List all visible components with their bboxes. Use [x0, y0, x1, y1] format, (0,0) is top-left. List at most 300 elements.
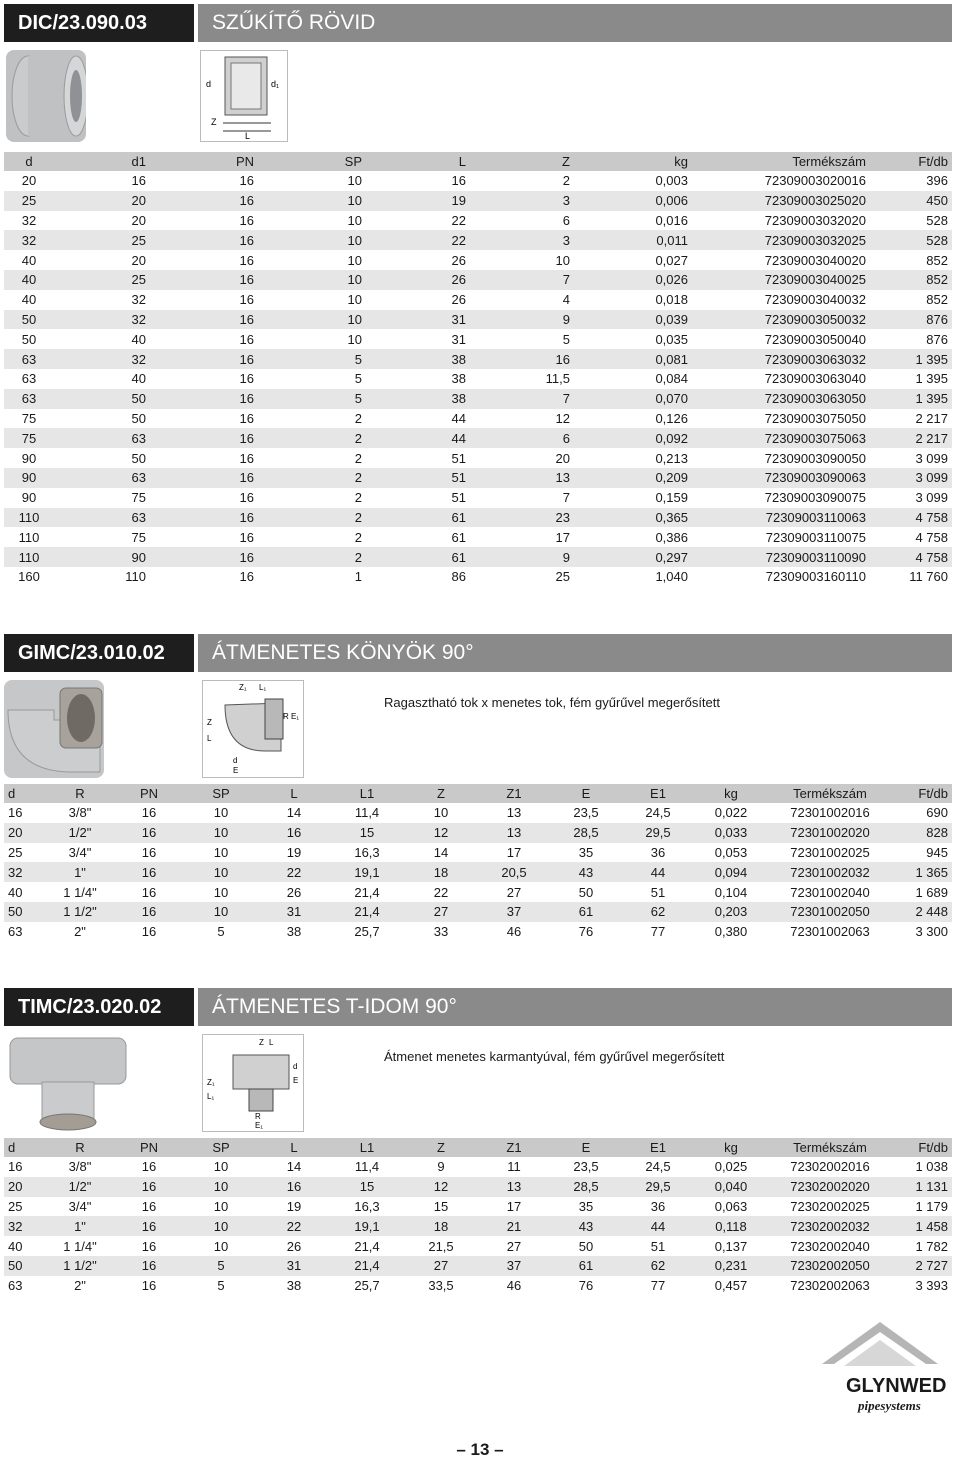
drawing-label: Z₁	[207, 1078, 215, 1087]
table-cell: 16	[470, 349, 574, 369]
table-cell: 11 760	[909, 569, 948, 585]
table-cell: 2	[258, 468, 366, 488]
table-cell: 29,5	[622, 1177, 694, 1197]
table-row	[4, 1157, 952, 1177]
table-cell: 61	[366, 508, 470, 528]
table-cell: 22	[433, 884, 449, 900]
table-row	[4, 389, 952, 409]
table-cell: 21	[478, 1216, 550, 1236]
table-cell: 16	[114, 1177, 184, 1197]
table-cell: 9	[437, 1159, 445, 1175]
table-cell: 0,039	[574, 310, 692, 330]
drawing-label: Z₁	[239, 683, 247, 692]
table-cell: 44	[366, 428, 470, 448]
product-title: ÁTMENETES KÖNYÖK 90°	[198, 634, 952, 672]
table-cell: 3 393	[915, 1278, 948, 1294]
table-cell: 9	[470, 547, 574, 567]
column-header: d1	[54, 152, 150, 171]
table-cell: 29,5	[622, 823, 694, 843]
table-cell: 21,4	[330, 902, 404, 922]
table-cell: 19,1	[330, 1216, 404, 1236]
table-cell: 1 1/2"	[46, 1256, 114, 1276]
table-row	[4, 428, 952, 448]
table-cell: 14	[286, 805, 302, 821]
table-cell: 11,4	[354, 805, 380, 821]
table-cell: 0,365	[574, 508, 692, 528]
table-cell: 1	[354, 569, 362, 585]
table-cell: 7	[470, 270, 574, 290]
table-cell: 26	[451, 292, 466, 308]
table-cell: 22	[258, 1216, 330, 1236]
table-cell: 63	[54, 428, 150, 448]
table-row	[4, 547, 952, 567]
table-cell: 0,033	[694, 823, 768, 843]
table-cell: 10	[433, 805, 449, 821]
table-row	[4, 1256, 952, 1276]
table-cell: 38	[286, 1278, 302, 1294]
table-cell: 0,018	[655, 292, 688, 308]
page-number: – 13 –	[456, 1440, 504, 1459]
drawing-label: E	[233, 766, 239, 775]
table-cell: 16	[239, 371, 254, 387]
table-cell: 852	[926, 252, 948, 268]
table-cell: 21,4	[354, 1238, 380, 1254]
table-cell: 4	[562, 292, 570, 308]
table-cell: 16	[150, 349, 258, 369]
table-cell: 10	[347, 331, 362, 347]
table-cell: 16	[239, 410, 254, 426]
table-cell: 3 099	[915, 450, 948, 466]
table-cell: 828	[892, 823, 952, 843]
table-cell: 72309003032020	[764, 212, 866, 228]
table-cell: 12	[555, 410, 570, 426]
table-cell: 63	[4, 389, 54, 409]
table-cell: 0,027	[655, 252, 688, 268]
table-cell: 2	[354, 410, 362, 426]
table-cell: 72302002050	[768, 1256, 892, 1276]
table-cell: 4 758	[870, 508, 952, 528]
table-cell: 1/2"	[46, 1177, 114, 1197]
table-cell: 86	[451, 569, 466, 585]
column-header: PN	[150, 152, 258, 171]
table-row	[4, 211, 952, 231]
table-cell: 16	[451, 173, 466, 189]
table-cell: 72309003090050	[764, 450, 866, 466]
column-header: R	[46, 784, 114, 803]
table-cell: 16	[141, 1198, 157, 1214]
product-description: Átmenet menetes karmantyúval, fém gyűrűvel megerősített	[384, 1049, 725, 1064]
table-cell: 16	[150, 547, 258, 567]
table-cell: 13	[470, 468, 574, 488]
table-cell: 13	[478, 823, 550, 843]
table-cell: 72302002063	[790, 1278, 870, 1294]
table-cell: 3/4"	[68, 844, 92, 860]
table-cell: 18	[404, 862, 478, 882]
table-cell: 5	[562, 331, 570, 347]
table-cell: 40	[131, 371, 146, 387]
table-cell: 10	[213, 805, 229, 821]
table-cell: 35	[578, 1198, 594, 1214]
drawing-label: d	[206, 79, 212, 89]
table-cell: 32	[131, 292, 146, 308]
table-cell: 0,025	[714, 1159, 748, 1175]
table-cell: 16	[114, 902, 184, 922]
table-row	[4, 1216, 952, 1236]
drawing-label: L	[269, 1038, 274, 1047]
table-cell: 2 217	[870, 428, 952, 448]
column-header: kg	[574, 152, 692, 171]
table-cell: 15	[433, 1198, 449, 1214]
table-cell: 10	[258, 230, 366, 250]
drawing-label: R	[255, 1112, 261, 1121]
table-cell: 77	[650, 924, 666, 940]
table-cell: 44	[622, 862, 694, 882]
table-cell: 16	[141, 1278, 157, 1294]
table-cell: 10	[184, 1216, 258, 1236]
table-cell: 10	[213, 1159, 229, 1175]
table-cell: 16	[150, 310, 258, 330]
table-cell: 32	[54, 349, 150, 369]
table-cell: 0,063	[714, 1198, 748, 1214]
table-cell: 19	[286, 844, 302, 860]
table-cell: 72309003075063	[692, 428, 870, 448]
table-cell: 4 758	[870, 547, 952, 567]
table-cell: 72309003050032	[692, 310, 870, 330]
table-cell: 16	[150, 389, 258, 409]
table-row	[4, 527, 952, 547]
table-row	[4, 171, 952, 191]
column-header: Z1	[478, 1138, 550, 1157]
table-cell: 10	[213, 1198, 229, 1214]
table-cell: 51	[650, 884, 666, 900]
table-cell: 0,386	[655, 529, 688, 545]
table-cell: 0,297	[574, 547, 692, 567]
table-cell: 76	[578, 924, 594, 940]
table-cell: 17	[506, 1198, 522, 1214]
table-cell: 10	[555, 252, 570, 268]
drawing-label: Z	[211, 117, 217, 127]
table-cell: 19	[286, 1198, 302, 1214]
column-header: d	[4, 1138, 46, 1157]
table-cell: 72302002040	[790, 1238, 870, 1254]
column-header: E1	[622, 1138, 694, 1157]
table-cell: 0,159	[655, 490, 688, 506]
section-header-2	[4, 634, 952, 672]
table-cell: 72301002050	[768, 902, 892, 922]
column-header: SP	[258, 152, 366, 171]
table-cell: 75	[131, 490, 146, 506]
table-cell: 61	[451, 529, 466, 545]
table-cell: 72301002016	[790, 805, 870, 821]
table-cell: 1 395	[870, 349, 952, 369]
column-header: L1	[330, 1138, 404, 1157]
table-cell: 40	[131, 331, 146, 347]
table-cell: 10	[184, 862, 258, 882]
table-cell: 40	[8, 884, 23, 900]
table-cell: 72301002025	[790, 844, 870, 860]
table-cell: 75	[131, 529, 146, 545]
table-cell: 20,5	[478, 862, 550, 882]
table-cell: 46	[506, 1278, 522, 1294]
table-cell: 876	[926, 331, 948, 347]
table-cell: 1 038	[915, 1159, 948, 1175]
table-cell: 72309003110063	[692, 508, 870, 528]
table-cell: 36	[650, 844, 666, 860]
column-header: Z	[404, 1138, 478, 1157]
table-cell: 2	[258, 547, 366, 567]
spec-table-1	[4, 152, 952, 587]
table-cell: 450	[870, 191, 952, 211]
column-header: kg	[694, 1138, 768, 1157]
table-cell: 22	[366, 230, 470, 250]
table-cell: 20	[21, 173, 37, 189]
table-row	[4, 230, 952, 250]
table-cell: 43	[550, 862, 622, 882]
table-cell: 46	[506, 924, 522, 940]
table-cell: 51	[366, 468, 470, 488]
drawing-label: Z	[207, 718, 212, 727]
table-cell: 1 1/4"	[63, 884, 97, 900]
table-row	[4, 270, 952, 290]
table-cell: 72309003063050	[692, 389, 870, 409]
technical-drawing-reducer	[200, 50, 288, 142]
table-cell: 36	[650, 1198, 666, 1214]
table-cell: 50	[131, 450, 146, 466]
table-cell: 72309003090063	[692, 468, 870, 488]
table-cell: 20	[131, 252, 146, 268]
table-cell: 15	[330, 1177, 404, 1197]
table-cell: 12	[404, 1177, 478, 1197]
table-cell: 2 217	[915, 410, 948, 426]
table-row	[4, 508, 952, 528]
table-cell: 2	[354, 490, 362, 506]
table-cell: 0,380	[714, 924, 748, 940]
table-cell: 62	[622, 902, 694, 922]
table-cell: 2	[258, 508, 366, 528]
table-cell: 90	[21, 490, 37, 506]
product-photo-reducer	[6, 50, 86, 142]
table-cell: 16	[239, 173, 254, 189]
table-row	[4, 1197, 952, 1217]
table-cell: 27	[404, 902, 478, 922]
table-cell: 28,5	[550, 1177, 622, 1197]
table-cell: 10	[213, 1238, 229, 1254]
table-cell: 1 131	[892, 1177, 952, 1197]
table-cell: 38	[366, 389, 470, 409]
table-cell: 20	[54, 191, 150, 211]
table-cell: 14	[433, 844, 449, 860]
table-cell: 20	[4, 1177, 46, 1197]
table-cell: 38	[451, 371, 466, 387]
table-row	[4, 349, 952, 369]
table-cell: 0,035	[655, 331, 688, 347]
table-cell: 3 300	[915, 924, 948, 940]
drawing-label: E₁	[255, 1121, 264, 1130]
table-cell: 20	[4, 823, 46, 843]
column-header: Z1	[478, 784, 550, 803]
table-cell: 7	[470, 389, 574, 409]
table-cell: 16	[8, 1159, 23, 1175]
table-cell: 32	[4, 230, 54, 250]
table-cell: 50	[578, 884, 594, 900]
table-cell: 6	[470, 428, 574, 448]
table-cell: 5	[217, 924, 225, 940]
section-header-1	[4, 4, 952, 42]
table-row	[4, 567, 952, 587]
table-cell: 5	[217, 1278, 225, 1294]
table-cell: 110	[4, 508, 54, 528]
table-cell: 16	[258, 823, 330, 843]
table-cell: 72309003020016	[764, 173, 866, 189]
table-cell: 62	[622, 1256, 694, 1276]
table-cell: 1 689	[915, 884, 948, 900]
table-cell: 72302002025	[790, 1198, 870, 1214]
table-header-row	[4, 152, 952, 171]
table-cell: 10	[213, 884, 229, 900]
table-cell: 26	[366, 270, 470, 290]
table-cell: 25,7	[354, 924, 380, 940]
column-header: L	[258, 1138, 330, 1157]
column-header: R	[46, 1138, 114, 1157]
table-cell: 13	[506, 805, 522, 821]
table-cell: 1 395	[870, 389, 952, 409]
table-cell: 50	[21, 331, 37, 347]
product-photo-tee	[6, 1034, 130, 1132]
table-cell: 10	[213, 844, 229, 860]
table-cell: 0,203	[694, 902, 768, 922]
table-cell: 10	[258, 270, 366, 290]
column-header: Z	[404, 784, 478, 803]
table-cell: 16	[114, 1216, 184, 1236]
table-header-row	[4, 1138, 952, 1157]
table-cell: 50	[4, 1256, 46, 1276]
table-cell: 61	[550, 902, 622, 922]
table-cell: 0,081	[574, 349, 692, 369]
table-cell: 21,4	[330, 1256, 404, 1276]
table-cell: 852	[926, 292, 948, 308]
drawing-label: d	[293, 1062, 298, 1071]
table-row	[4, 250, 952, 270]
table-cell: 16	[239, 252, 254, 268]
table-cell: 2	[258, 428, 366, 448]
drawing-label: R	[283, 712, 289, 721]
table-cell: 63	[4, 349, 54, 369]
table-cell: 25,7	[354, 1278, 380, 1294]
table-cell: 1 1/2"	[46, 902, 114, 922]
table-cell: 10	[258, 310, 366, 330]
table-cell: 40	[21, 252, 37, 268]
drawing-label: L₁	[207, 1092, 215, 1101]
spec-table-2	[4, 784, 952, 942]
table-cell: 16	[150, 191, 258, 211]
table-cell: 27	[506, 1238, 522, 1254]
table-cell: 945	[926, 844, 948, 860]
table-cell: 3/4"	[68, 1198, 92, 1214]
table-cell: 0,231	[694, 1256, 768, 1276]
table-row	[4, 823, 952, 843]
product-description: Ragasztható tok x menetes tok, fém gyűrűvel megerősített	[384, 695, 720, 710]
table-cell: 25	[54, 270, 150, 290]
column-header: d	[4, 152, 54, 171]
table-cell: 16	[150, 508, 258, 528]
table-cell: 16	[141, 1159, 157, 1175]
table-cell: 0,457	[714, 1278, 748, 1294]
table-cell: 32	[54, 310, 150, 330]
table-row	[4, 191, 952, 211]
table-row	[4, 922, 952, 942]
drawing-label: L	[207, 734, 212, 743]
logo-tagline: pipesystems	[858, 1398, 921, 1413]
table-cell: 72309003063040	[764, 371, 866, 387]
table-row	[4, 409, 952, 429]
table-cell: 50	[4, 902, 46, 922]
table-cell: 0,092	[574, 428, 692, 448]
column-header: Termékszám	[768, 1138, 892, 1157]
column-header: L1	[330, 784, 404, 803]
table-cell: 33	[433, 924, 449, 940]
table-cell: 16	[239, 569, 254, 585]
table-cell: 16	[239, 529, 254, 545]
table-cell: 16	[141, 924, 157, 940]
table-cell: 16	[239, 331, 254, 347]
table-cell: 14	[286, 1159, 302, 1175]
column-header: Termékszám	[692, 152, 870, 171]
table-cell: 16	[131, 173, 146, 189]
table-cell: 0,094	[694, 862, 768, 882]
table-cell: 16	[150, 468, 258, 488]
table-cell: 11,4	[354, 1159, 380, 1175]
drawing-label: L	[245, 131, 251, 141]
column-header: Ft/db	[892, 784, 952, 803]
table-cell: 160	[18, 569, 40, 585]
table-cell: 0,022	[714, 805, 748, 821]
table-cell: 72302002032	[768, 1216, 892, 1236]
table-cell: 5	[184, 1256, 258, 1276]
table-cell: 72301002040	[790, 884, 870, 900]
table-cell: 1"	[46, 1216, 114, 1236]
table-cell: 72309003075050	[764, 410, 866, 426]
table-cell: 110	[18, 529, 40, 545]
table-cell: 72309003090075	[764, 490, 866, 506]
table-cell: 72301002020	[768, 823, 892, 843]
table-cell: 2"	[74, 924, 86, 940]
table-cell: 72309003040025	[692, 270, 870, 290]
table-cell: 16	[141, 844, 157, 860]
table-cell: 0,053	[714, 844, 748, 860]
product-photo-elbow	[4, 680, 104, 778]
table-cell: 63	[54, 508, 150, 528]
product-code: TIMC/23.020.02	[4, 988, 194, 1026]
table-cell: 31	[451, 331, 466, 347]
table-cell: 72302002016	[790, 1159, 870, 1175]
table-cell: 38	[366, 349, 470, 369]
table-cell: 76	[578, 1278, 594, 1294]
product-code: DIC/23.090.03	[4, 4, 194, 42]
table-cell: 1 458	[892, 1216, 952, 1236]
table-cell: 5	[354, 371, 362, 387]
table-cell: 19,1	[330, 862, 404, 882]
table-cell: 40	[21, 292, 37, 308]
table-cell: 25	[8, 1198, 23, 1214]
table-cell: 37	[478, 902, 550, 922]
technical-drawing-elbow	[202, 680, 304, 778]
table-row	[4, 902, 952, 922]
product-title: ÁTMENETES T-IDOM 90°	[198, 988, 952, 1026]
table-cell: 72309003025020	[692, 191, 870, 211]
table-cell: 63	[54, 468, 150, 488]
logo-name: GLYNWED	[846, 1375, 947, 1397]
table-cell: 1/2"	[46, 823, 114, 843]
